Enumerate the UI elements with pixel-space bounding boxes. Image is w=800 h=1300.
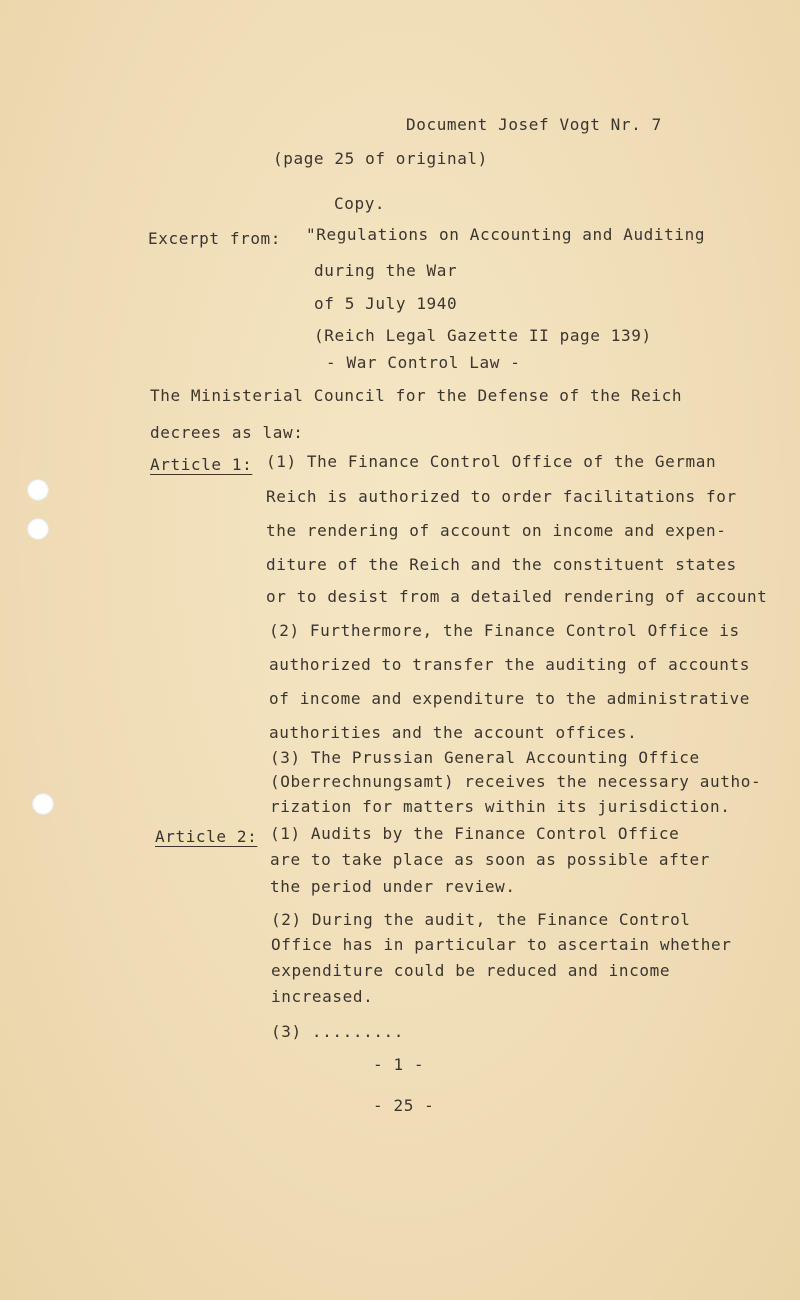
intro-line: The Ministerial Council for the Defense of the Reich <box>150 386 683 405</box>
punch-hole <box>27 518 49 540</box>
original-page-note: (page 25 of original) <box>273 149 488 168</box>
article-1-line: of income and expenditure to the administrative <box>269 689 750 708</box>
article-2-line: Office has in particular to ascertain whether <box>271 935 732 954</box>
article-2-line: increased. <box>271 987 374 1006</box>
excerpt-line: (Reich Legal Gazette II page 139) <box>314 326 652 345</box>
excerpt-label: Excerpt from: <box>148 229 282 248</box>
intro-line: decrees as law: <box>150 423 304 442</box>
article-2-line: the period under review. <box>270 877 516 896</box>
copy-label: Copy. <box>334 194 386 213</box>
article-1-line: or to desist from a detailed rendering of account <box>266 587 768 606</box>
excerpt-line: during the War <box>314 261 458 280</box>
article-2-line: are to take place as soon as possible after <box>270 850 711 869</box>
page-number: - 1 - <box>373 1055 425 1074</box>
article-1-line: (1) The Finance Control Office of the German <box>266 452 717 471</box>
article-1-line: authorized to transfer the auditing of accounts <box>269 655 750 674</box>
article-2-line: (3) ......... <box>271 1022 405 1041</box>
article-1-line: (2) Furthermore, the Finance Control Office is <box>269 621 740 640</box>
excerpt-line: "Regulations on Accounting and Auditing <box>306 225 706 244</box>
article-1-line: the rendering of account on income and expen- <box>266 521 727 540</box>
article-1-line: rization for matters within its jurisdiction. <box>270 797 731 816</box>
punch-hole <box>32 793 54 815</box>
article-2-line: expenditure could be reduced and income <box>271 961 671 980</box>
punch-hole <box>27 479 49 501</box>
article-1-line: Reich is authorized to order facilitations for <box>266 487 737 506</box>
article-2-line: (1) Audits by the Finance Control Office <box>270 824 680 843</box>
original-page-number: - 25 - <box>373 1096 435 1115</box>
article-1-line: diture of the Reich and the constituent states <box>266 555 737 574</box>
article-2-label: Article 2: <box>155 827 258 846</box>
excerpt-line: - War Control Law - <box>326 353 521 372</box>
article-1-line: authorities and the account offices. <box>269 723 638 742</box>
document-reference: Document Josef Vogt Nr. 7 <box>406 115 662 134</box>
article-1-line: (Oberrechnungsamt) receives the necessary autho- <box>270 772 762 791</box>
article-1-label: Article 1: <box>150 455 253 474</box>
article-2-line: (2) During the audit, the Finance Control <box>271 910 691 929</box>
article-1-line: (3) The Prussian General Accounting Office <box>270 748 700 767</box>
excerpt-line: of 5 July 1940 <box>314 294 458 313</box>
